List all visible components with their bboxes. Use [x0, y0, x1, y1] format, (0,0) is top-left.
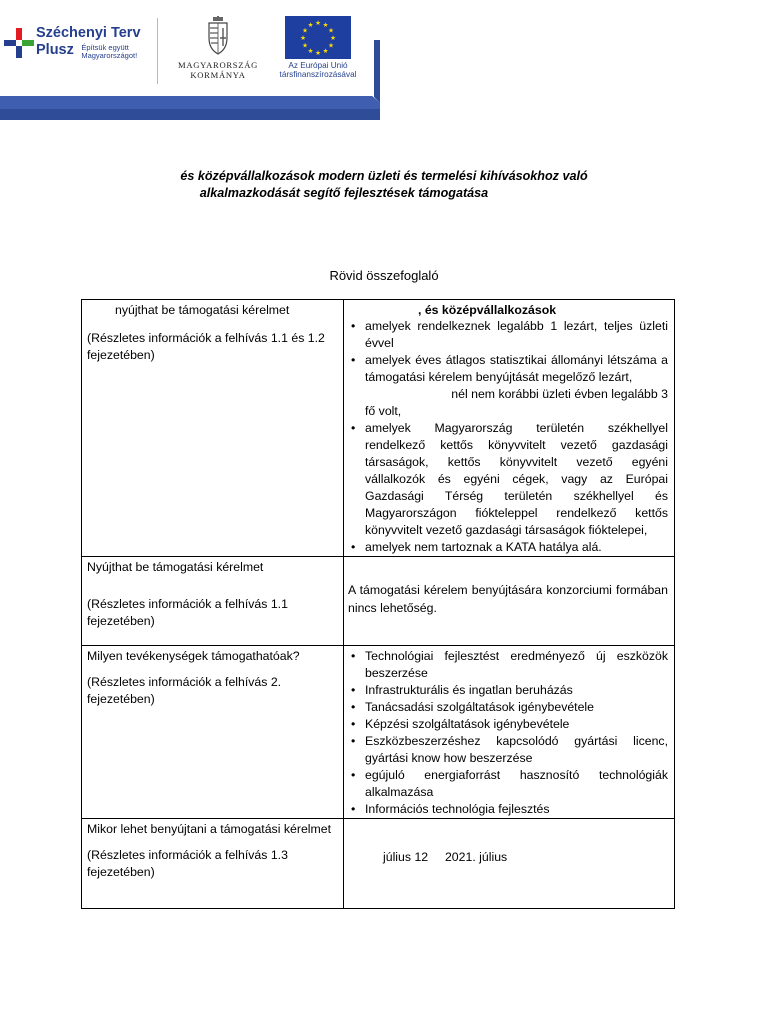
list-item: • amelyek nem tartoznak a KATA hatálya alá.: [348, 539, 668, 556]
logo-divider: [157, 18, 158, 84]
question-reference-note: (Részletes információk a felhívás 1.3 fejezetében): [87, 848, 288, 879]
question-reference-note: (Részletes információk a felhívás 1.1 fejezetében): [87, 597, 288, 628]
answer-text: A támogatási kérelem benyújtására konzorciumi formában nincs lehetőség.: [348, 583, 668, 615]
svg-text:★: ★: [307, 21, 314, 29]
list-item: • Képzési szolgáltatások igénybevétele: [348, 716, 668, 733]
supported-activities-list: [348, 648, 668, 818]
answer-cell: [344, 300, 675, 557]
answer-cell: [344, 646, 675, 819]
question-cell: [82, 300, 344, 557]
summary-heading: Rövid összefoglaló: [329, 268, 439, 283]
question-reference-note: (Részletes információk a felhívás 2. fejezetében): [87, 675, 282, 706]
question-text: Mikor lehet benyújtani a támogatási kérelmet: [87, 822, 332, 836]
svg-text:★: ★: [322, 21, 329, 29]
list-item: • amelyek rendelkeznek legalább 1 lezárt, teljes üzleti évvel: [348, 318, 668, 352]
svg-text:★: ★: [322, 47, 329, 55]
coat-of-arms-icon: [206, 16, 230, 56]
list-item: • Információs technológia fejlesztés: [348, 801, 668, 818]
table-row: [82, 819, 675, 909]
szechenyi-slogan: [81, 44, 137, 61]
summary-table: [81, 299, 675, 909]
svg-text:★: ★: [330, 34, 336, 42]
table-row: [82, 557, 675, 646]
list-item: • Technológiai fejlesztést eredményező új eszközök beszerzése: [348, 648, 668, 682]
document-title: [60, 168, 708, 202]
page-header: [0, 0, 768, 120]
svg-text:★: ★: [302, 26, 308, 35]
magyarorszag-kormanya-logo: [178, 16, 258, 88]
document-title-line2: alkalmazkodását segítő fejlesztések támogatása: [199, 186, 489, 200]
table-row: [82, 300, 675, 557]
list-item: • egújuló energiaforrást hasznosító technológiák alkalmazása: [348, 767, 668, 801]
svg-text:★: ★: [328, 26, 334, 35]
szechenyi-cross-icon: [4, 28, 34, 58]
eu-caption-line1: Az Európai Unió: [288, 61, 348, 70]
list-item-text: amelyek éves átlagos statisztikai állományi létszáma a támogatási kérelem benyújtását megelőző lezárt,: [365, 353, 668, 384]
list-item: [348, 352, 668, 420]
question-cell: [82, 819, 344, 909]
szechenyi-title: Széchenyi Terv: [36, 25, 141, 41]
szechenyi-plus: Plusz: [36, 41, 74, 58]
list-item: • Eszközbeszerzéshez kapcsolódó gyártási licenc, gyártási know how beszerzése: [348, 733, 668, 767]
question-text: nyújthat be támogatási kérelmet: [115, 303, 290, 317]
szechenyi-slogan-line1: Építsük együtt: [81, 42, 129, 52]
list-item: • Tanácsadási szolgáltatások igénybevétele: [348, 699, 668, 716]
question-cell: [82, 646, 344, 819]
answer-heading: , és középvállalkozások: [418, 303, 557, 317]
svg-text:★: ★: [328, 41, 334, 50]
submission-date-to: 2021. július: [444, 850, 508, 864]
eligibility-list: [348, 318, 668, 556]
kormany-line1: MAGYARORSZÁG: [178, 60, 259, 70]
list-item: • amelyek Magyarország területén székhellyel rendelkező kettős könyvvitelt vezető gazdasági társaságok, kettős könyvvitelt vezető egyéni vállalkozók és egyéni cégek, vagy az Európai Gazdasági Térség területén székhellyel és Magyarországon fiókteleppel rendelkező kettős könyvvitelt vezető gazdasági társaságok fióktelepei,: [348, 420, 668, 539]
svg-text:★: ★: [315, 49, 321, 57]
list-item: • Infrastrukturális és ingatlan beruházás: [348, 682, 668, 699]
list-item-text: fő volt,: [365, 404, 402, 418]
svg-text:★: ★: [302, 41, 308, 50]
question-text: Milyen tevékenységek támogathatóak?: [87, 649, 300, 663]
szechenyi-terv-logo: [4, 26, 144, 78]
question-reference-note: (Részletes információk a felhívás 1.1 és 1.2 fejezetében): [87, 331, 325, 362]
answer-cell: [344, 819, 675, 909]
eu-caption-line2: társfinanszírozásával: [279, 70, 357, 80]
question-cell: [82, 557, 344, 646]
list-item-text: nél nem korábbi üzleti évben legalább 3: [451, 387, 668, 401]
submission-period: [348, 849, 668, 866]
eu-cofinancing-logo: [270, 16, 366, 86]
question-text: Nyújthat be támogatási kérelmet: [87, 560, 264, 574]
document-title-line1: és középvállalkozások modern üzleti és termelési kihívásokhoz való: [180, 169, 588, 183]
eu-flag-icon: [285, 16, 351, 59]
svg-text:★: ★: [307, 47, 314, 55]
answer-cell: [344, 557, 675, 646]
svg-text:★: ★: [315, 19, 321, 27]
svg-text:★: ★: [300, 34, 306, 42]
table-row: [82, 646, 675, 819]
submission-date-from: július 12: [383, 850, 429, 864]
kormany-line2: KORMÁNYA: [190, 69, 246, 80]
szechenyi-slogan-line2: Magyarországot!: [81, 51, 138, 61]
